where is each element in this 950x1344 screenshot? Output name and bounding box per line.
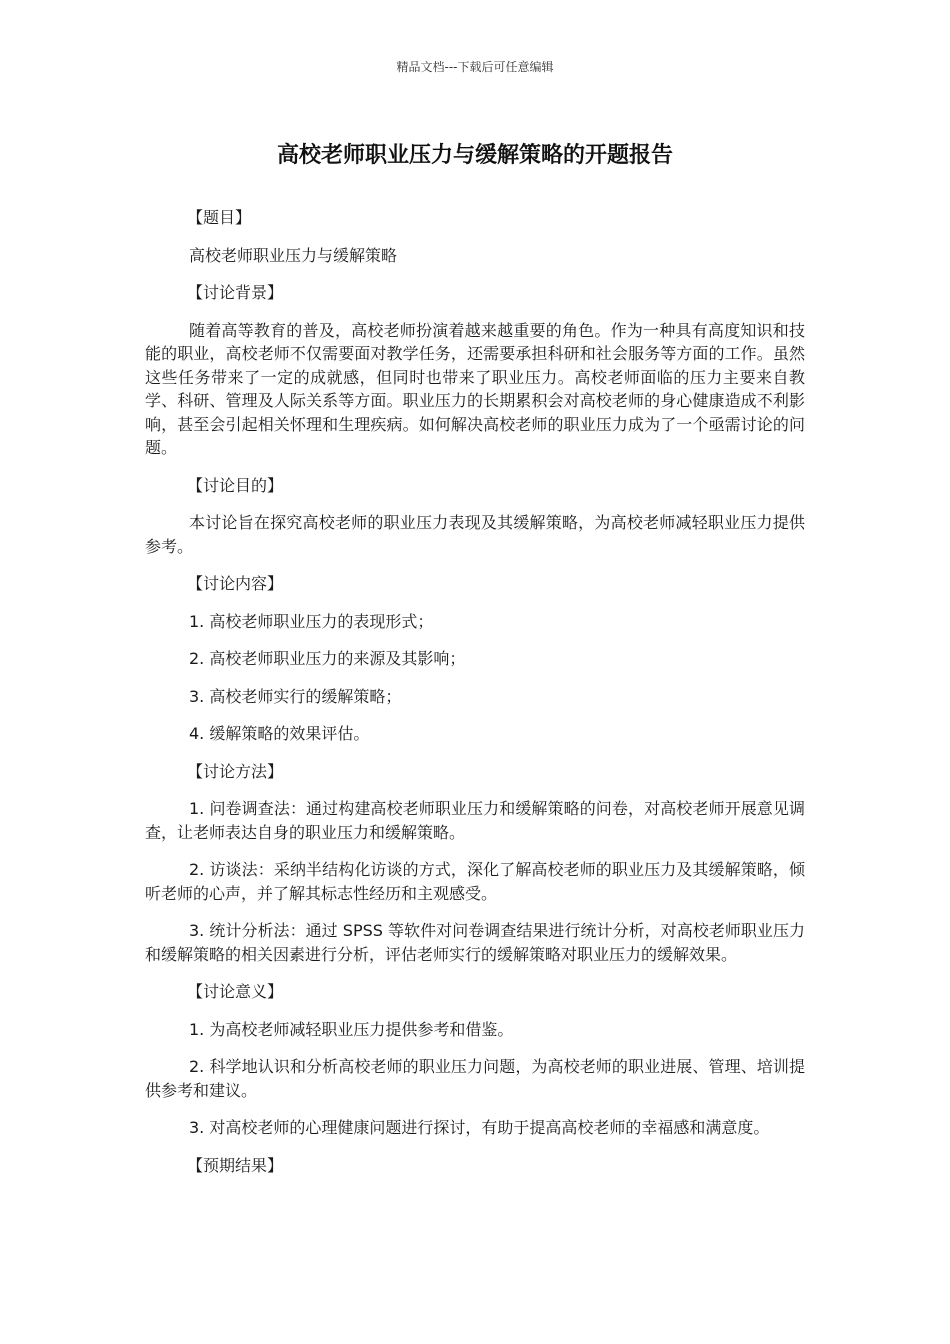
section-heading-results: 【预期结果】 xyxy=(187,1155,284,1175)
header-note: 精品文档---下载后可任意编辑 xyxy=(396,60,554,74)
content-item: 3. 高校老师实行的缓解策略； xyxy=(189,686,402,706)
content-item: 2. 高校老师职业压力的来源及其影响； xyxy=(189,649,466,668)
method-item: 2. 访谈法：采纳半结构化访谈的方式，深化了解高校老师的职业压力及其缓解策略，倾听老师的心声，并了解其标志性经历和主观感受。 xyxy=(145,860,805,903)
section-heading-method: 【讨论方法】 xyxy=(187,761,284,781)
method-item: 1. 问卷调查法：通过构建高校老师职业压力和缓解策略的问卷，对高校老师开展意见调查，让老师表达自身的职业压力和缓解策略。 xyxy=(145,799,805,842)
significance-item: 1. 为高校老师减轻职业压力提供参考和借鉴。 xyxy=(189,1019,514,1039)
section-heading-topic: 【题目】 xyxy=(187,208,252,227)
section-heading-background: 【讨论背景】 xyxy=(187,283,284,302)
document-title: 高校老师职业压力与缓解策略的开题报告 xyxy=(276,143,673,168)
content-item: 4. 缓解策略的效果评估。 xyxy=(189,724,370,743)
topic-text: 高校老师职业压力与缓解策略 xyxy=(189,245,398,265)
section-heading-content: 【讨论内容】 xyxy=(187,574,284,593)
content-item: 1. 高校老师职业压力的表现形式； xyxy=(189,611,434,631)
significance-item: 2. 科学地认识和分析高校老师的职业压力问题，为高校老师的职业进展、管理、培训提供参考和建议。 xyxy=(145,1057,805,1100)
section-heading-significance: 【讨论意义】 xyxy=(187,982,284,1001)
purpose-paragraph: 本讨论旨在探究高校老师的职业压力表现及其缓解策略，为高校老师减轻职业压力提供参考。 xyxy=(145,513,805,556)
significance-item: 3. 对高校老师的心理健康问题进行探讨，有助于提高高校老师的幸福感和满意度。 xyxy=(189,1118,770,1137)
section-heading-purpose: 【讨论目的】 xyxy=(187,475,284,495)
document-body xyxy=(145,206,805,1191)
method-item: 3. 统计分析法：通过 SPSS 等软件对问卷调查结果进行统计分析，对高校老师职业压力和缓解策略的相关因素进行分析，评估老师实行的缓解策略对职业压力的缓解效果。 xyxy=(145,921,805,964)
background-paragraph: 随着高等教育的普及，高校老师扮演着越来越重要的角色。作为一种具有高度知识和技能的职业，高校老师不仅需要面对教学任务，还需要承担科研和社会服务等方面的工作。虽然这些任务带来了一定的成就感，但同时也带来了职业压力。高校老师面临的压力主要来自教学、科研、管理及人际关系等方面。职业压力的长期累积会对高校老师的身心健康造成不利影响，甚至会引起相关怀理和生理疾病。如何解决高校老师的职业压力成为了一个亟需讨论的问题。 xyxy=(145,320,805,457)
